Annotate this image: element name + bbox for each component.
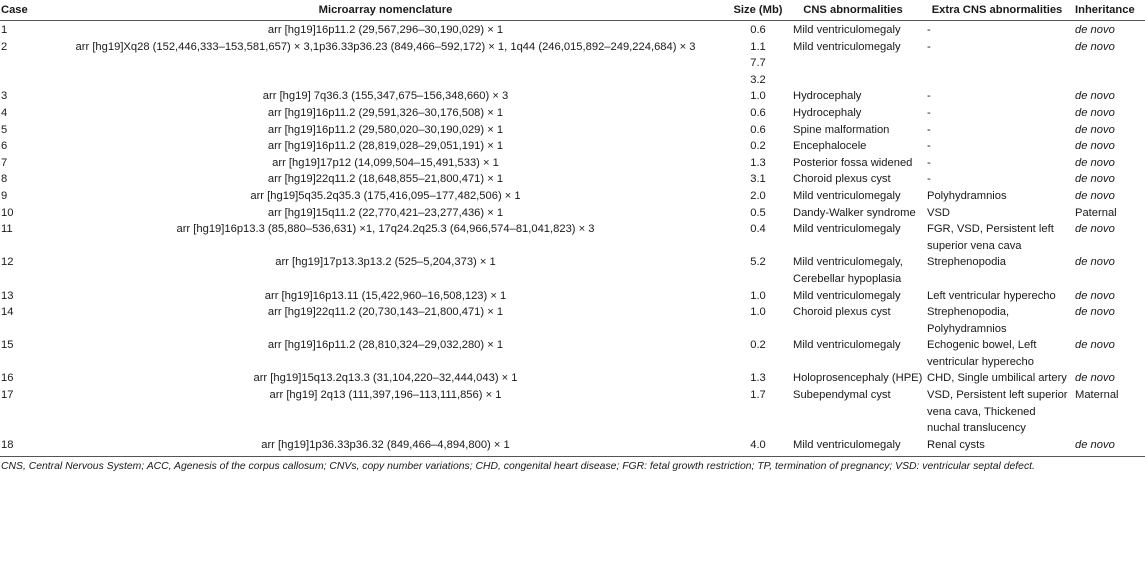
cell-extra-cns: -: [927, 106, 931, 119]
table-footnote: CNS, Central Nervous System; ACC, Agenesis of the corpus callosum; CNVs, copy number variations; CHD, congenital heart disease; FGR: fetal growth restriction; TP, termination of pregnancy; VSD: ventricular septal defect.: [1, 461, 1035, 473]
cell-microarray: arr [hg19]16p11.2 (29,567,296–30,190,029) × 1: [267, 24, 504, 36]
cell-extra-cns: Echogenic bowel, Left ventricular hyperecho: [927, 339, 1037, 368]
cell-cns: Encephalocele: [793, 140, 867, 153]
cell-cns: Choroid plexus cyst: [793, 306, 891, 319]
size-value: 7.7: [750, 57, 766, 70]
size-value: 4.0: [750, 438, 766, 451]
cell-inheritance: de novo: [1075, 306, 1115, 319]
cell-extra-cns: Strephenopodia, Polyhydramnios: [927, 306, 1010, 335]
size-value: 1.7: [750, 389, 766, 402]
cell-size: [733, 205, 783, 222]
table-row: [0, 288, 1145, 305]
size-value: 5.2: [750, 256, 766, 269]
size-value: 3.2: [750, 73, 766, 86]
size-value: 1.0: [750, 289, 766, 302]
cell-microarray: arr [hg19]22q11.2 (20,730,143–21,800,471) × 1: [267, 306, 504, 319]
cell-extra-cns: VSD: [927, 206, 951, 219]
cell-case: 10: [1, 206, 14, 219]
cell-cns: Posterior fossa widened: [793, 156, 913, 169]
cell-extra-cns: Renal cysts: [923, 437, 1071, 457]
cell-extra-cns: -: [927, 40, 931, 53]
table-row: [0, 39, 1145, 89]
cell-inheritance: de novo: [1075, 40, 1115, 53]
cell-case: 15: [1, 339, 14, 352]
cell-inheritance: Maternal: [1075, 389, 1119, 402]
header-cns: CNS abnormalities: [783, 0, 923, 21]
cell-extra-cns: Polyhydramnios: [927, 189, 1007, 202]
cell-microarray: arr [hg19]16p13.11 (15,422,960–16,508,123) × 1: [264, 289, 507, 302]
cell-microarray: arr [hg19]16p13.3 (85,880–536,631) ×1, 17q24.2q25.3 (64,966,574–81,041,823) × 3: [176, 223, 595, 236]
cell-case: 5: [1, 123, 8, 136]
cell-size: [733, 288, 783, 305]
table-row: [0, 221, 1145, 254]
table-row: [0, 254, 1145, 287]
cell-extra-cns: -: [927, 123, 931, 136]
cell-inheritance: de novo: [1075, 90, 1115, 103]
cell-microarray: arr [hg19] 7q36.3 (155,347,675–156,348,660) × 3: [262, 90, 509, 103]
cell-microarray: arr [hg19]16p11.2 (28,810,324–29,032,280) × 1: [267, 339, 504, 352]
table-row: [0, 138, 1145, 155]
size-value: 0.2: [750, 140, 766, 153]
cell-microarray: arr [hg19]Xq28 (152,446,333–153,581,657) × 3,1p36.33p36.23 (849,466–592,172) × 1, 1q44 (246,015,892–249,224,684) × 3: [75, 40, 696, 53]
table-row: [0, 88, 1145, 105]
cell-size: [733, 21, 783, 39]
cell-cns: Mild ventriculomegaly: [793, 189, 901, 202]
table-row: [0, 105, 1145, 122]
header-inheritance: Inheritance: [1071, 0, 1145, 21]
cell-case: 2: [1, 40, 8, 53]
cell-microarray: arr [hg19]17p13.3p13.2 (525–5,204,373) × 1: [275, 256, 496, 269]
cell-cns: Mild ventriculomegaly: [783, 437, 923, 457]
table-body: [0, 21, 1145, 457]
cell-microarray: arr [hg19]17p12 (14,099,504–15,491,533) × 1: [272, 156, 499, 169]
cell-size: [733, 337, 783, 370]
cell-microarray: arr [hg19]15q11.2 (22,770,421–23,277,436) × 1: [267, 206, 504, 219]
cell-case: 7: [1, 156, 8, 169]
cell-cns: Holoprosencephaly (HPE): [793, 372, 923, 385]
cell-cns: Mild ventriculomegaly: [793, 40, 901, 53]
header-extra-cns: Extra CNS abnormalities: [923, 0, 1071, 21]
size-value: 0.4: [750, 223, 766, 236]
size-value: 3.1: [750, 173, 766, 186]
cell-cns: Hydrocephaly: [793, 90, 862, 103]
cell-cns: Mild ventriculomegaly: [793, 339, 901, 352]
cell-inheritance: de novo: [1075, 189, 1115, 202]
cell-case: 9: [1, 189, 8, 202]
size-value: 1.3: [750, 156, 766, 169]
cell-size: [733, 155, 783, 172]
header-microarray: Microarray nomenclature: [38, 0, 733, 21]
cell-inheritance: de novo: [1075, 339, 1115, 352]
cell-case: 3: [1, 90, 8, 103]
cell-case: 6: [1, 140, 8, 153]
cell-inheritance: de novo: [1075, 156, 1115, 169]
table-row: [0, 370, 1145, 387]
table-row: [0, 205, 1145, 222]
cell-case: 16: [1, 372, 14, 385]
cell-extra-cns: FGR, VSD, Persistent left superior vena cava: [927, 223, 1054, 252]
cell-extra-cns: CHD, Single umbilical artery: [927, 372, 1067, 385]
cell-size: [733, 254, 783, 287]
cell-extra-cns: -: [927, 140, 931, 153]
header-size: Size (Mb): [733, 0, 783, 21]
table-row: [0, 337, 1145, 370]
cell-cns: Subependymal cyst: [793, 389, 891, 402]
size-value: 1.0: [750, 90, 766, 103]
cell-size: [733, 370, 783, 387]
size-value: 0.6: [750, 123, 766, 136]
cell-inheritance: de novo: [1075, 372, 1115, 385]
size-value: 2.0: [750, 189, 766, 202]
cell-inheritance: de novo: [1075, 256, 1115, 269]
cell-inheritance: de novo: [1075, 223, 1115, 236]
cell-extra-cns: -: [927, 173, 931, 186]
cell-microarray: arr [hg19]16p11.2 (29,591,326–30,176,508) × 1: [267, 106, 504, 119]
cell-cns: Mild ventriculomegaly: [793, 24, 901, 36]
header-case: Case: [0, 0, 38, 21]
cell-case: 12: [1, 256, 14, 269]
cell-size: [733, 122, 783, 139]
cell-microarray: arr [hg19]16p11.2 (28,819,028–29,051,191) × 1: [267, 140, 504, 153]
table-row: [0, 122, 1145, 139]
size-value: 0.6: [750, 106, 766, 119]
cell-inheritance: de novo: [1075, 173, 1115, 186]
cell-size: [733, 221, 783, 254]
cell-cns: Mild ventriculomegaly, Cerebellar hypoplasia: [793, 256, 903, 285]
header-row: [0, 0, 1145, 21]
size-value: 1.1: [750, 40, 766, 53]
cell-size: [733, 188, 783, 205]
cell-inheritance: de novo: [1071, 437, 1145, 457]
cell-size: [733, 171, 783, 188]
table-row: [0, 437, 1145, 457]
size-value: 1.3: [750, 372, 766, 385]
cell-case: 8: [1, 173, 8, 186]
cell-size: [733, 138, 783, 155]
cell-cns: Spine malformation: [793, 123, 890, 136]
cell-case: 17: [1, 389, 14, 402]
cell-case: 14: [1, 306, 14, 319]
cell-case: 11: [1, 223, 13, 236]
cell-microarray: arr [hg19]22q11.2 (18,648,855–21,800,471) × 1: [267, 173, 504, 186]
cell-cns: Mild ventriculomegaly: [793, 223, 901, 236]
cell-case: 1: [1, 24, 8, 36]
size-value: 0.2: [750, 339, 766, 352]
cell-inheritance: Paternal: [1075, 206, 1117, 219]
table-row: [0, 304, 1145, 337]
cell-cns: Choroid plexus cyst: [793, 173, 891, 186]
cell-microarray: arr [hg19]5q35.2q35.3 (175,416,095–177,482,506) × 1: [250, 189, 521, 202]
cell-cns: Dandy-Walker syndrome: [793, 206, 916, 219]
cell-extra-cns: -: [927, 90, 931, 103]
size-value: 0.6: [750, 24, 766, 36]
cell-size: [733, 39, 783, 89]
cell-size: [733, 105, 783, 122]
cell-extra-cns: Strephenopodia: [927, 256, 1007, 269]
cell-microarray: arr [hg19] 2q13 (111,397,196–113,111,856) × 1: [269, 389, 502, 402]
cell-size: [733, 304, 783, 337]
cell-microarray: arr [hg19]15q13.2q13.3 (31,104,220–32,444,043) × 1: [253, 372, 518, 385]
table-row: [0, 387, 1145, 437]
cell-inheritance: de novo: [1075, 24, 1115, 36]
cell-extra-cns: VSD, Persistent left superior vena cava, Thickened nuchal translucency: [927, 389, 1068, 435]
cell-case: 4: [1, 106, 8, 119]
cell-extra-cns: -: [927, 24, 931, 36]
cell-inheritance: de novo: [1075, 140, 1115, 153]
cell-inheritance: de novo: [1075, 289, 1115, 302]
cell-inheritance: de novo: [1075, 123, 1115, 136]
cell-inheritance: de novo: [1075, 106, 1115, 119]
cell-size: [733, 387, 783, 437]
cell-case: 13: [1, 289, 14, 302]
table-row: [0, 21, 1145, 39]
cell-size: [733, 437, 783, 457]
cell-extra-cns: -: [927, 156, 931, 169]
cell-microarray: arr [hg19]1p36.33p36.32 (849,466–4,894,800) × 1: [38, 437, 733, 457]
cell-case: 18: [0, 437, 38, 457]
cell-size: [733, 88, 783, 105]
cell-cns: Hydrocephaly: [793, 106, 862, 119]
size-value: 1.0: [750, 306, 766, 319]
table-row: [0, 188, 1145, 205]
cell-microarray: arr [hg19]16p11.2 (29,580,020–30,190,029) × 1: [267, 123, 504, 136]
table-row: [0, 155, 1145, 172]
table-row: [0, 171, 1145, 188]
cell-cns: Mild ventriculomegaly: [793, 289, 901, 302]
cell-extra-cns: Left ventricular hyperecho: [927, 289, 1056, 302]
size-value: 0.5: [750, 206, 766, 219]
